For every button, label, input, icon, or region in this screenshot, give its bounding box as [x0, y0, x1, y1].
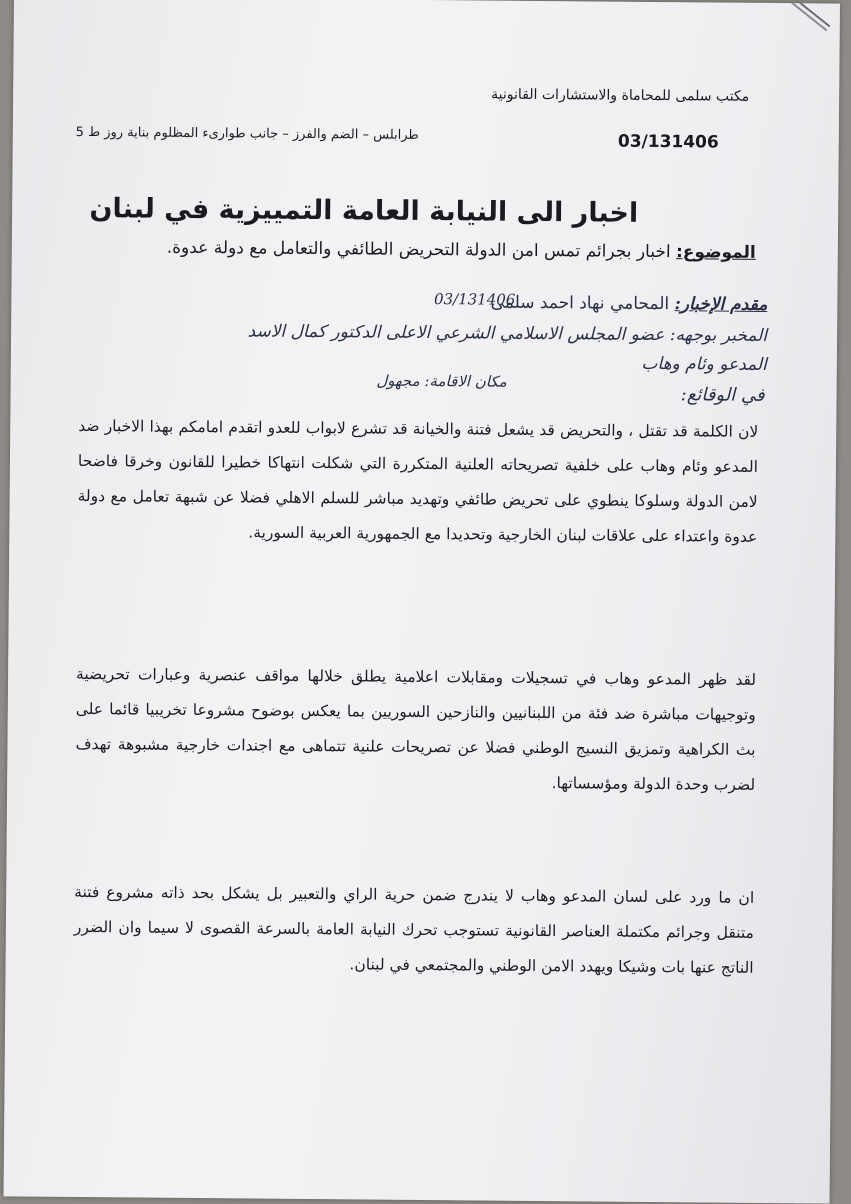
body-paragraph-1: لان الكلمة قد تقتل ، والتحريض قد يشعل فتنة والخيانة قد تشرع لابواب للعدو اتقدم امامكم بهذا الاخبار ضد المدعو وئام وهاب على خلفية تصريحاته العلنية المتكررة التي شكلت انتهاكا خطيرا للقانون وخرقا فاضحا لامن الدولة وسلوكا ينطوي على تحريض طائفي وتهديد مباشر للسلم الاهلي فضلا عن شبهة تعامل مع دولة عدوة واعتداء على علاقات لبنان الخارجية وتحديدا مع الجمهورية العربية السورية.: [77, 416, 759, 546]
office-name: مكتب سلمى للمحاماة والاستشارات القانونية: [491, 86, 750, 105]
filer-line: [491, 293, 768, 315]
accused-line: المدعو وئام وهاب: [641, 353, 767, 375]
filer-label: مقدم الإخبار:: [674, 294, 768, 315]
complainant-line: المخبر بوجهه: عضو المجلس الاسلامي الشرعي الاعلى الدكتور كمال الاسد: [247, 321, 768, 346]
facts-label: في الوقائع:: [680, 384, 765, 406]
body-paragraph-3: ان ما ورد على لسان المدعو وهاب لا يندرج ضمن حرية الراي والتعبير بل يشكل بحد ذاته مشروع فتنة متنقل وجرائم مكتملة العناصر القانونية تستوجب تحرك النيابة العامة بالسرعة القصوى لا سيما وان الضرر الناتج عنها بات وشيكا ويهدد الامن الوطني والمجتمعي في لبنان.: [73, 882, 755, 977]
filer-value: المحامي نهاد احمد سلمى: [490, 292, 670, 315]
body-paragraph-2: لقد ظهر المدعو وهاب في تسجيلات ومقابلات اعلامية يطلق خلالها مواقف عنصرية وعبارات تحريضية وتوجيهات مباشرة ضد فئة من اللبنانيين والنازحين السوريين بما يعكس بوضوح مشروعا تخريبيا قائما على بث الكراهية وتمزيق النسيج الوطني فضلا عن تصريحات علنية تتماهى مع اجندات خارجية مشبوهة تهدف لضرب وحدة الدولة ومؤسساتها.: [75, 664, 757, 794]
subject-label: الموضوع:: [675, 242, 756, 263]
document-page: [4, 0, 840, 1204]
residence-line: مكان الاقامة: مجهول: [376, 371, 507, 391]
file-number: 03/131406: [617, 131, 719, 153]
subject-text: اخبار بجرائم تمس امن الدولة التحريض الطائفي والتعامل مع دولة عدوة.: [166, 237, 671, 263]
office-address: طرابلس – الضم والفرز – جانب طوارىء المظلوم بناية روز ط 5: [75, 124, 419, 143]
staple-mark: [774, 0, 830, 27]
handwritten-number: 03/131406: [433, 290, 516, 309]
subject-line: [167, 238, 756, 263]
document-title: اخبار الى النيابة العامة التمييزية في لبنان: [89, 193, 639, 229]
